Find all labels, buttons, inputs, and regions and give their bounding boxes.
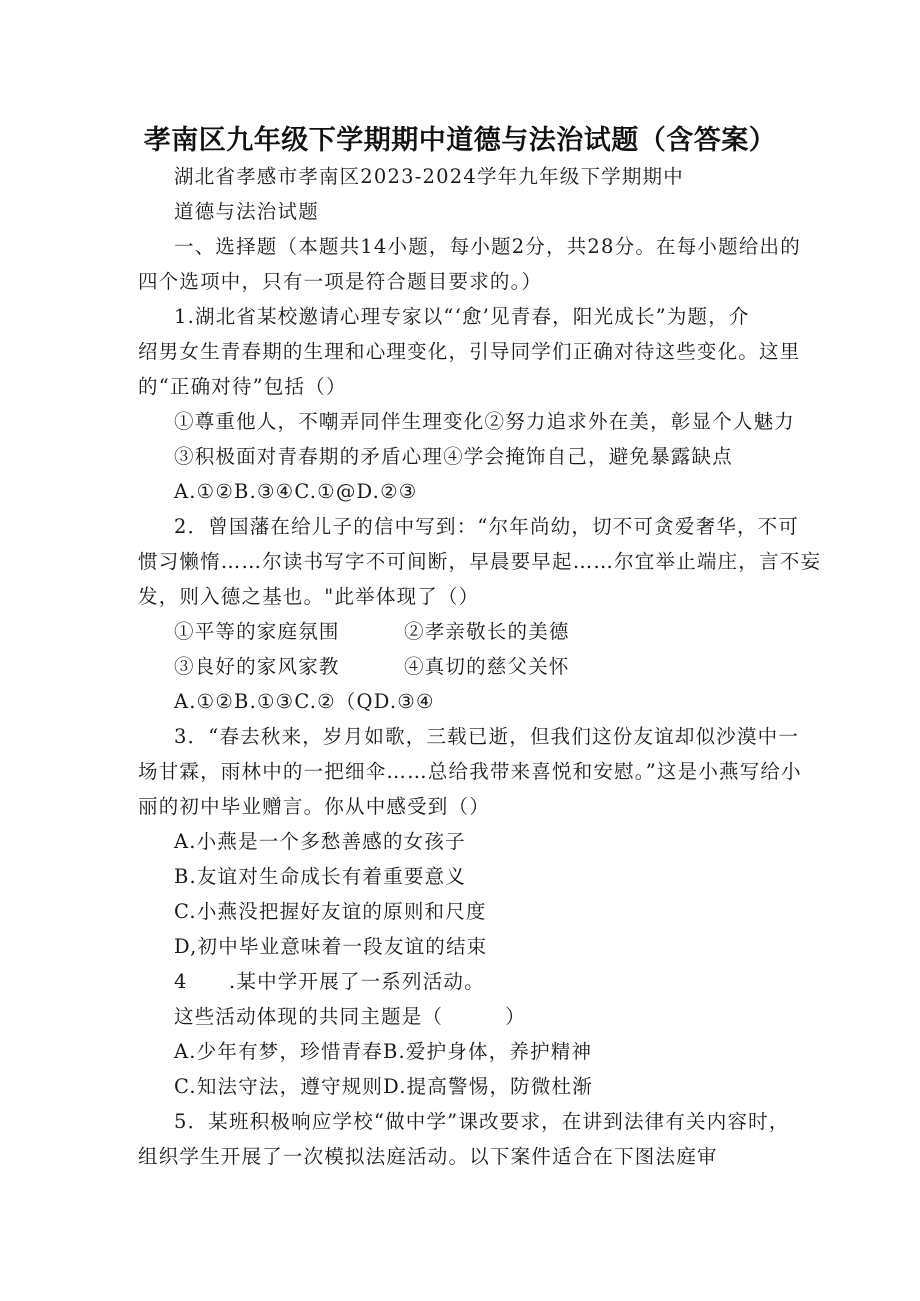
question-4-line-1: 4 .某中学开展了一系列活动。 [174, 970, 485, 993]
question-1-options-2: ③积极面对青春期的矛盾心理④学会掩饰自己，避免暴露缺点 [174, 445, 733, 468]
question-1-line-2: 绍男女生青春期的生理和心理变化，引导同学们正确对待这些变化。这里 [138, 340, 801, 363]
question-3-line-3: 丽的初中毕业赠言。你从中感受到（） [138, 795, 490, 818]
question-2-option-2: ②孝亲敬长的美德 [404, 620, 570, 643]
question-5-line-1: 5．某班积极响应学校“做中学”课改要求，在讲到法律有关内容时， [174, 1110, 790, 1133]
question-2-answers: A.①②B.①③C.②（QD.③④ [174, 690, 435, 713]
question-3-option-a: A.小燕是一个多愁善感的女孩子 [174, 830, 466, 853]
question-4-options-cd: C.知法守法，遵守规则D.提高警惕，防微杜渐 [174, 1075, 593, 1098]
question-2-option-3: ③良好的家风家教 [174, 655, 340, 678]
question-3-option-d: D,初中毕业意味着一段友谊的结束 [174, 935, 488, 958]
question-2-line-3: 发，则入德之基也。"此举体现了（） [138, 585, 480, 608]
question-1-options-1: ①尊重他人，不嘲弄同伴生理变化②努力追求外在美，彰显个人魅力 [174, 410, 796, 433]
question-2-line-1: 2．曾国藩在给儿子的信中写到：“尔年尚幼，切不可贪爱奢华，不可 [174, 515, 800, 538]
question-3-line-1: 3．“春去秋来，岁月如歌，三载已逝，但我们这份友谊却似沙漠中一 [174, 725, 800, 748]
subtitle-line-1: 湖北省孝感市孝南区2023-2024学年九年级下学期期中 [174, 165, 684, 188]
question-2-line-2: 惯习懒惰……尔读书写字不可间断，早晨要早起……尔宜举止端庄，言不妄 [138, 550, 822, 573]
question-3-option-b: B.友谊对生命成长有着重要意义 [174, 865, 467, 888]
question-1-line-3: 的“正确对待”包括（） [138, 375, 347, 398]
question-2-option-4: ④真切的慈父关怀 [404, 655, 570, 678]
subtitle-line-2: 道德与法治试题 [174, 200, 319, 223]
question-3-line-2: 场甘霖，雨林中的一把细伞……总给我带来喜悦和安慰。”这是小燕写给小 [138, 760, 802, 783]
question-2-option-1: ①平等的家庭氛围 [174, 620, 340, 643]
document-title: 孝南区九年级下学期期中道德与法治试题（含答案） [143, 125, 777, 156]
question-3-option-c: C.小燕没把握好友谊的原则和尺度 [174, 900, 487, 923]
question-1-line-1: 1.湖北省某校邀请心理专家以“‘愈’见青春，阳光成长”为题，介 [174, 305, 750, 328]
section-heading-cont: 四个选项中，只有一项是符合题目要求的。） [138, 270, 543, 293]
section-heading: 一、选择题（本题共14小题，每小题2分，共28分。在每小题给出的 [174, 235, 801, 258]
question-1-answers: A.①②B.③④C.①@D.②③ [174, 480, 418, 503]
question-4-line-2: 这些活动体现的共同主题是（ ） [174, 1005, 526, 1028]
question-5-line-2: 组织学生开展了一次模拟法庭活动。以下案件适合在下图法庭审 [138, 1145, 718, 1168]
question-4-options-ab: A.少年有梦，珍惜青春B.爱护身体，养护精神 [174, 1040, 593, 1063]
